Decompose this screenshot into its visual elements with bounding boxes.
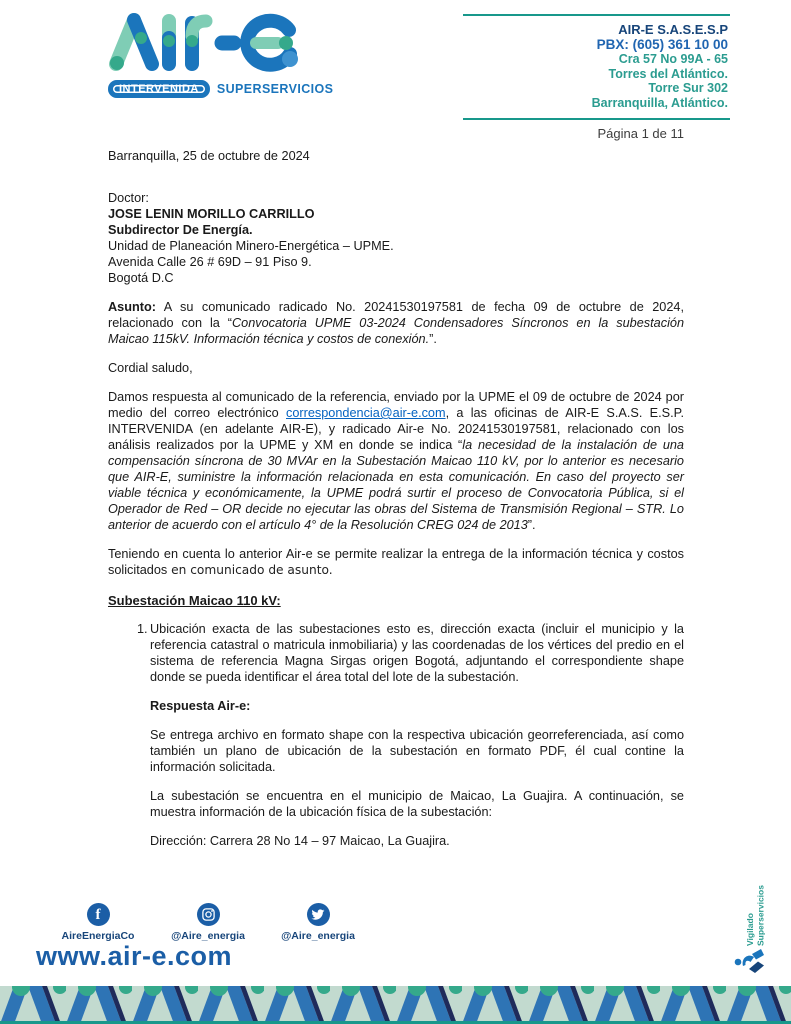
greeting: Cordial saludo, — [108, 361, 193, 375]
superservicios-label: SUPERSERVICIOS — [216, 82, 334, 96]
list-item-text: Ubicación exacta de las subestaciones esto es, dirección exacta (incluir el municipio y la referencia catastral o matricula inmobiliaria) y las coordenadas de los vértices del predio en el sistema de referencia Magna Sirgas origen Bogotá, adjuntando el correspondiente shape donde se pueda identificar el área total del lote de la subestación. — [150, 622, 684, 684]
subject-tail: ”. — [429, 332, 437, 346]
superservicios-logo-icon — [733, 945, 767, 980]
recipient-name: JOSE LENIN MORILLO CARRILLO — [108, 207, 315, 221]
letter-content — [108, 126, 684, 862]
company-pbx: PBX: (605) 361 10 00 — [596, 36, 728, 52]
website-link[interactable]: www.air-e.com — [36, 941, 233, 971]
twitter-link[interactable] — [270, 903, 366, 942]
page-indicator: Página 1 de 11 — [597, 126, 684, 141]
company-name: AIR-E S.A.S.E.S.P — [618, 22, 728, 37]
company-address-line: Cra 57 No 99A - 65 — [618, 52, 728, 66]
company-address-line: Torres del Atlántico. — [608, 66, 728, 81]
list-item-number: 1. — [137, 622, 148, 636]
vigilado-line1: Vigilado — [745, 913, 755, 946]
subject-quoted: Convocatoria UPME 03-2024 Condensadores Síncronos en la subestación Maicao 115kV. Información técnica y costos de conexión. — [108, 316, 684, 346]
body-part1: Damos respuesta al comunicado de la referencia, enviado por la UPME el 09 de octubre de 2024 por medio del correo electrónico — [108, 390, 684, 420]
recipient-org: Unidad de Planeación Minero-Energética – UPME. — [108, 239, 394, 253]
response-paragraph-2: La subestación se encuentra en el municipio de Maicao, La Guajira. A continuación, se muestra información de la ubicación física de la subestación: — [150, 789, 684, 819]
twitter-handle: @Aire_energia — [281, 930, 355, 942]
email-link[interactable]: correspondencia@air-e.com — [286, 406, 446, 420]
vigilado-superservicios-label — [745, 872, 766, 946]
list-item — [108, 621, 684, 685]
header-contact-block — [463, 14, 730, 120]
facebook-link[interactable] — [50, 903, 146, 942]
response-paragraph-1: Se entrega archivo en formato shape con la respectiva ubicación georreferenciada, así como también un plano de ubicación de la subestación en formato PDF, él cual contine la información solicitada. — [150, 728, 684, 774]
air-e-logo-icon — [106, 10, 311, 72]
recipient-title: Subdirector De Energía. — [108, 223, 253, 237]
body-paragraph — [108, 389, 684, 533]
subject-label: Asunto: — [108, 300, 156, 314]
footer-pattern-band — [0, 986, 791, 1024]
instagram-icon — [197, 903, 220, 926]
air-e-logo — [106, 10, 334, 98]
recipient-city: Bogotá D.C — [108, 271, 174, 285]
recipient-salutation: Doctor: — [108, 191, 149, 205]
section-heading: Subestación Maicao 110 kV: — [108, 593, 281, 608]
body-quoted: la necesidad de la instalación de una compensación síncrona de 30 MVAr en la Subestación Maicao 110 kV, por lo anterior es necesario que AIR-E, suministre la información relacionada en esta comunicación. En caso del proyecto ser viable técnica y económicamente, la UPME podrá surtir el proceso de Convocatoria Pública, si el Operador de Red – OR decide no ejecutar las obras del Sistema de Transmisión Regional – STR. Lo anterior de acuerdo con el artículo 4° de la Resolución CREG 024 de 2013 — [108, 438, 684, 532]
facebook-icon: f — [87, 903, 110, 926]
instagram-handle: @Aire_energia — [171, 930, 245, 942]
instagram-link[interactable] — [160, 903, 256, 942]
date-line: Barranquilla, 25 de octubre de 2024 — [108, 149, 310, 163]
facebook-handle: AireEnergiaCo — [61, 930, 135, 942]
twitter-icon — [307, 903, 330, 926]
body-part2: , a las oficinas de AIR-E S.A.S. E.S.P. INTERVENIDA (en adelante AIR-E), y radicado Air-e No. 20241530197581, relacionado con los análisis realizados por la UPME y XM en donde se indica “ — [108, 406, 685, 452]
intervenida-badge: INTERVENIDA — [108, 80, 210, 98]
subject-intro: A su comunicado radicado No. 20241530197581 de fecha 09 de octubre de 2024, relacionado con la “ — [108, 300, 684, 330]
closing-part2: en comunicado de asunto. — [167, 563, 333, 577]
closing-part1: Teniendo en cuenta lo anterior Air-e se permite realizar la entrega de la información técnica y costos solicitados — [108, 547, 684, 577]
recipient-block — [108, 190, 684, 286]
social-links — [50, 903, 366, 942]
closing-paragraph — [108, 546, 684, 578]
subject-paragraph — [108, 299, 684, 347]
company-address-line: Barranquilla, Atlántico. — [591, 95, 728, 110]
body-tail: ”. — [527, 518, 536, 532]
vigilado-line2: Superservicios — [755, 885, 766, 946]
response-paragraph-3: Dirección: Carrera 28 No 14 – 97 Maicao, La Guajira. — [150, 834, 450, 848]
company-address-line: Torre Sur 302 — [648, 81, 728, 95]
recipient-address: Avenida Calle 26 # 69D – 91 Piso 9. — [108, 255, 312, 269]
response-label: Respuesta Air-e: — [150, 699, 251, 713]
